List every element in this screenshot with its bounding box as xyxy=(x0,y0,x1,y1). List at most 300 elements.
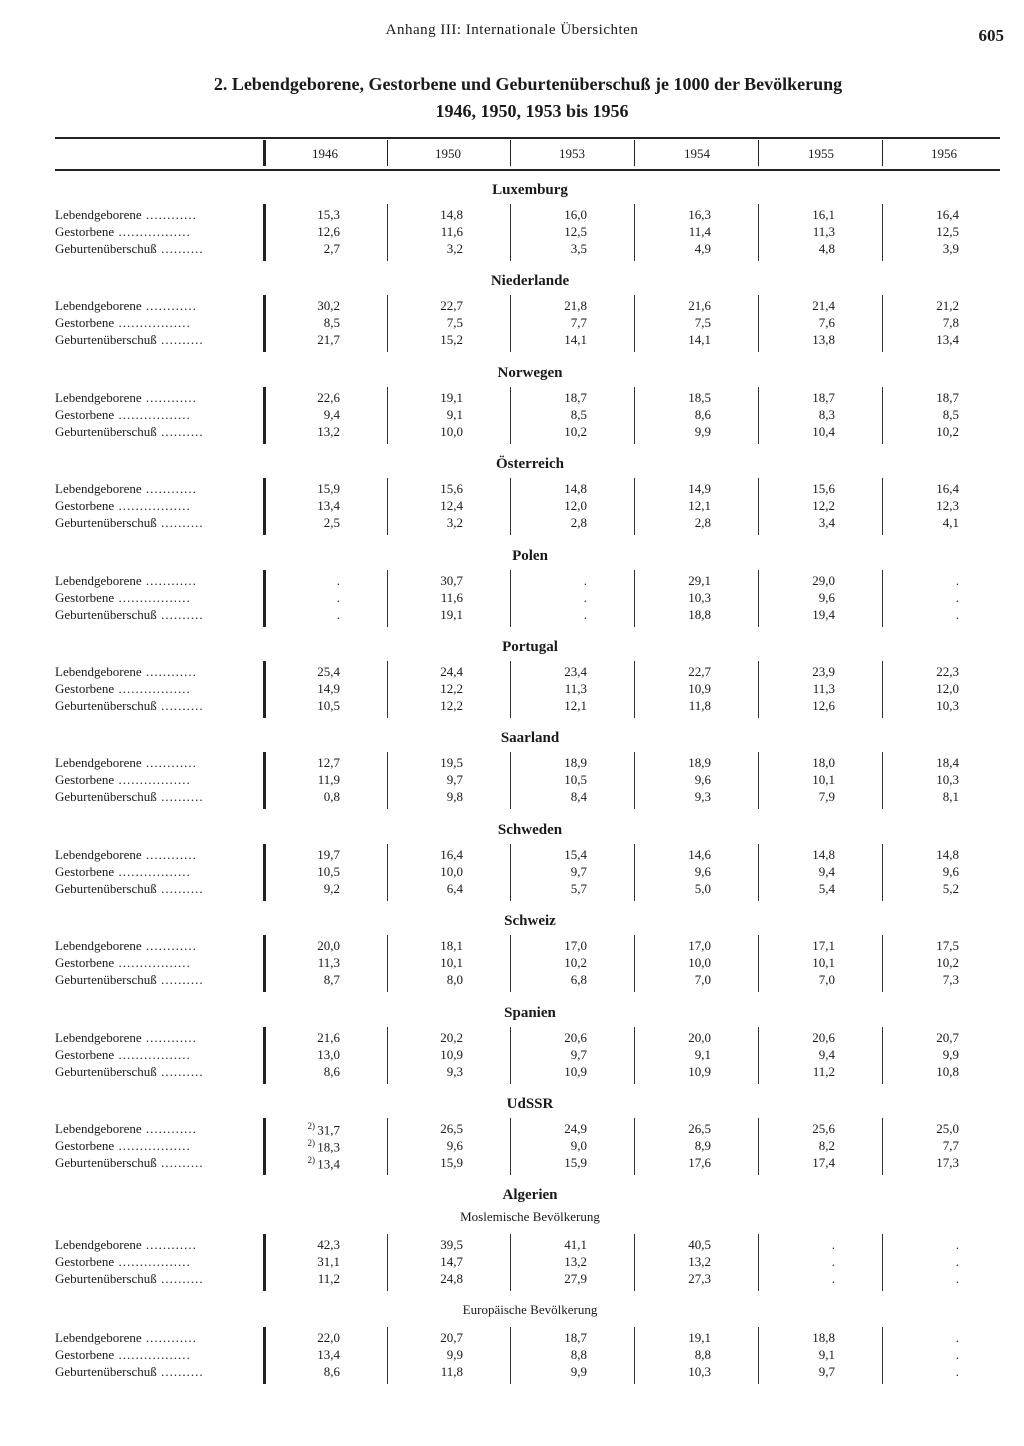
row-label-text: Lebendgeborene xyxy=(55,573,142,588)
table-cell: 15,6 xyxy=(812,481,835,496)
country-heading: Portugal xyxy=(502,639,558,655)
table-cell: 12,1 xyxy=(564,698,587,713)
leader-dots: .......... xyxy=(156,1271,204,1286)
column-separator xyxy=(882,935,883,992)
table-cell: 7,7 xyxy=(942,1138,959,1153)
table-cell: 10,2 xyxy=(564,424,587,439)
table-cell: . xyxy=(583,590,587,605)
table-cell: . xyxy=(955,573,959,588)
row-label xyxy=(55,1364,255,1380)
table-title: 2. Lebendgeborene, Gestorbene und Geburtenüberschuß je 1000 der Bevölkerung xyxy=(213,74,843,94)
table-row xyxy=(0,1237,1024,1254)
table-cell: 16,4 xyxy=(936,481,959,496)
table-cell: 5,2 xyxy=(942,881,959,896)
row-label-text: Lebendgeborene xyxy=(55,847,142,862)
table-cell: 10,0 xyxy=(440,864,463,879)
header-separator xyxy=(387,140,388,166)
table-cell: $^{2)}$ 18,3 xyxy=(307,1138,340,1155)
column-separator xyxy=(510,204,511,261)
table-cell: 30,7 xyxy=(440,573,463,588)
table-cell: 12,2 xyxy=(812,498,835,513)
column-separator xyxy=(758,570,759,627)
table-cell: . xyxy=(955,1330,959,1345)
leader-dots: ................. xyxy=(114,1347,191,1362)
running-head: Anhang III: Internationale Übersichten xyxy=(385,22,639,38)
table-cell: . xyxy=(955,1364,959,1379)
column-separator xyxy=(263,752,266,809)
table-cell: 10,5 xyxy=(564,772,587,787)
leader-dots: ............ xyxy=(141,1121,197,1136)
leader-dots: ................. xyxy=(114,864,191,879)
leader-dots: .......... xyxy=(156,698,204,713)
table-cell: 12,5 xyxy=(936,224,959,239)
row-label xyxy=(55,1030,255,1046)
table-cell: 7,3 xyxy=(942,972,959,987)
table-cell: 11,4 xyxy=(688,224,711,239)
table-row xyxy=(0,498,1024,515)
header-separator xyxy=(634,140,635,166)
table-cell: 10,9 xyxy=(440,1047,463,1062)
table-cell: 9,2 xyxy=(323,881,340,896)
column-separator xyxy=(510,1118,511,1175)
leader-dots: .......... xyxy=(156,332,204,347)
column-separator xyxy=(387,844,388,901)
country-heading: Saarland xyxy=(500,730,560,746)
table-cell: 9,7 xyxy=(570,864,587,879)
table-cell: 14,8 xyxy=(564,481,587,496)
table-cell: 9,4 xyxy=(818,864,835,879)
column-separator xyxy=(387,570,388,627)
column-separator xyxy=(387,1027,388,1084)
column-separator xyxy=(510,295,511,352)
table-row xyxy=(0,1155,1024,1172)
row-label-text: Geburtenüberschuß xyxy=(55,698,157,713)
table-top-rule xyxy=(55,137,1000,139)
row-label-text: Lebendgeborene xyxy=(55,938,142,953)
row-label-text: Gestorbene xyxy=(55,407,115,422)
table-cell: 17,3 xyxy=(936,1155,959,1170)
column-separator xyxy=(387,1118,388,1175)
header-separator xyxy=(263,140,266,166)
table-row xyxy=(0,224,1024,241)
table-cell: 14,7 xyxy=(440,1254,463,1269)
table-cell: 27,9 xyxy=(564,1271,587,1286)
table-cell: 10,2 xyxy=(936,955,959,970)
column-header-1946: 1946 xyxy=(312,146,338,161)
table-cell: 8,8 xyxy=(694,1347,711,1362)
table-cell: 10,5 xyxy=(317,698,340,713)
table-cell: 21,6 xyxy=(317,1030,340,1045)
table-cell: 7,0 xyxy=(694,972,711,987)
column-separator xyxy=(634,935,635,992)
row-label xyxy=(55,972,255,988)
country-heading: Spanien xyxy=(504,1005,556,1021)
column-separator xyxy=(634,570,635,627)
table-cell: 13,8 xyxy=(812,332,835,347)
column-separator xyxy=(510,1027,511,1084)
table-cell: 12,7 xyxy=(317,755,340,770)
table-cell: 14,6 xyxy=(688,847,711,862)
table-cell: 16,1 xyxy=(812,207,835,222)
footnote-mark: 2) xyxy=(307,1138,318,1148)
table-row xyxy=(0,207,1024,224)
table-cell: 10,9 xyxy=(564,1064,587,1079)
table-cell: 10,5 xyxy=(317,864,340,879)
column-separator xyxy=(758,661,759,718)
table-header-rule xyxy=(55,169,1000,171)
row-label-text: Lebendgeborene xyxy=(55,207,142,222)
table-cell: 14,8 xyxy=(936,847,959,862)
table-cell: 12,2 xyxy=(440,698,463,713)
table-cell: 13,4 xyxy=(317,498,340,513)
column-separator xyxy=(882,1327,883,1384)
table-cell: 16,4 xyxy=(936,207,959,222)
table-row xyxy=(0,390,1024,407)
column-separator xyxy=(263,935,266,992)
column-separator xyxy=(387,1327,388,1384)
leader-dots: ............ xyxy=(141,664,197,679)
leader-dots: ............ xyxy=(141,1030,197,1045)
column-separator xyxy=(510,1327,511,1384)
row-label xyxy=(55,298,255,314)
table-cell: . xyxy=(955,1254,959,1269)
table-cell: 16,4 xyxy=(440,847,463,862)
table-cell: 18,0 xyxy=(812,755,835,770)
row-label xyxy=(55,864,255,880)
column-separator xyxy=(263,204,266,261)
table-cell: 10,3 xyxy=(936,698,959,713)
table-cell: 41,1 xyxy=(564,1237,587,1252)
header-separator xyxy=(510,140,511,166)
table-cell: 3,9 xyxy=(942,241,959,256)
table-cell: 17,0 xyxy=(688,938,711,953)
table-cell: 27,3 xyxy=(688,1271,711,1286)
column-separator xyxy=(510,570,511,627)
table-subtitle-years: 1946, 1950, 1953 bis 1956 xyxy=(435,101,629,121)
table-cell: 11,8 xyxy=(688,698,711,713)
column-separator xyxy=(387,295,388,352)
page-number: 605 xyxy=(978,26,1004,45)
table-row xyxy=(0,1347,1024,1364)
table-cell: 8,6 xyxy=(323,1064,340,1079)
table-cell: 13,2 xyxy=(688,1254,711,1269)
table-cell: 7,5 xyxy=(446,315,463,330)
table-cell: 18,9 xyxy=(564,755,587,770)
country-heading: Niederlande xyxy=(490,273,570,289)
table-cell: 18,8 xyxy=(812,1330,835,1345)
row-label xyxy=(55,664,255,680)
leader-dots: .......... xyxy=(156,1064,204,1079)
table-cell: 9,3 xyxy=(694,789,711,804)
table-cell: 18,9 xyxy=(688,755,711,770)
row-label-text: Gestorbene xyxy=(55,1047,115,1062)
table-row xyxy=(0,407,1024,424)
table-cell: 10,9 xyxy=(688,1064,711,1079)
column-separator xyxy=(387,935,388,992)
country-heading: Schweden xyxy=(497,822,563,838)
row-label-text: Gestorbene xyxy=(55,681,115,696)
table-cell: 16,3 xyxy=(688,207,711,222)
table-cell: 8,5 xyxy=(323,315,340,330)
table-cell: 9,9 xyxy=(942,1047,959,1062)
population-subtitle: Europäische Bevölkerung xyxy=(462,1302,598,1317)
column-separator xyxy=(882,752,883,809)
column-separator xyxy=(510,844,511,901)
table-cell: 8,9 xyxy=(694,1138,711,1153)
column-separator xyxy=(263,387,266,444)
table-row xyxy=(0,1254,1024,1271)
leader-dots: .......... xyxy=(156,515,204,530)
row-label-text: Gestorbene xyxy=(55,1138,115,1153)
table-cell: 9,9 xyxy=(694,424,711,439)
column-separator xyxy=(634,204,635,261)
table-cell: 9,6 xyxy=(446,1138,463,1153)
table-cell: 14,9 xyxy=(317,681,340,696)
table-cell: 18,7 xyxy=(936,390,959,405)
column-separator xyxy=(758,387,759,444)
table-cell: 21,6 xyxy=(688,298,711,313)
row-label-text: Lebendgeborene xyxy=(55,390,142,405)
row-label-text: Geburtenüberschuß xyxy=(55,241,157,256)
table-cell: 0,8 xyxy=(323,789,340,804)
table-row xyxy=(0,332,1024,349)
table-cell: 3,5 xyxy=(570,241,587,256)
table-cell: 10,1 xyxy=(812,772,835,787)
leader-dots: ............ xyxy=(141,847,197,862)
table-cell: 7,9 xyxy=(818,789,835,804)
table-row xyxy=(0,938,1024,955)
table-cell: 19,1 xyxy=(440,390,463,405)
table-cell: 10,9 xyxy=(688,681,711,696)
table-cell: 10,1 xyxy=(440,955,463,970)
row-label xyxy=(55,1064,255,1080)
table-cell: 17,1 xyxy=(812,938,835,953)
table-cell: 12,6 xyxy=(812,698,835,713)
table-row xyxy=(0,1064,1024,1081)
table-cell: 14,1 xyxy=(688,332,711,347)
table-cell: . xyxy=(336,607,340,622)
table-cell: 9,6 xyxy=(818,590,835,605)
column-separator xyxy=(387,204,388,261)
table-cell: 2,8 xyxy=(694,515,711,530)
column-separator xyxy=(882,661,883,718)
table-cell: 12,0 xyxy=(936,681,959,696)
row-label xyxy=(55,772,255,788)
table-cell: 20,7 xyxy=(440,1330,463,1345)
leader-dots: ................. xyxy=(114,407,191,422)
table-cell: 11,6 xyxy=(440,224,463,239)
table-cell: 39,5 xyxy=(440,1237,463,1252)
country-heading: UdSSR xyxy=(506,1096,554,1112)
row-label xyxy=(55,1271,255,1287)
table-cell: 5,7 xyxy=(570,881,587,896)
table-cell: 15,9 xyxy=(317,481,340,496)
row-label-text: Gestorbene xyxy=(55,224,115,239)
table-cell: . xyxy=(955,590,959,605)
table-cell: 19,1 xyxy=(688,1330,711,1345)
table-cell: 8,5 xyxy=(570,407,587,422)
table-cell: 10,3 xyxy=(936,772,959,787)
country-heading: Norwegen xyxy=(497,365,563,381)
column-separator xyxy=(387,752,388,809)
footnote-mark: 2) xyxy=(307,1121,318,1131)
table-cell: 9,9 xyxy=(446,1347,463,1362)
column-separator xyxy=(882,570,883,627)
table-cell: 7,6 xyxy=(818,315,835,330)
row-label-text: Gestorbene xyxy=(55,498,115,513)
table-cell: 10,8 xyxy=(936,1064,959,1079)
table-cell: 24,4 xyxy=(440,664,463,679)
table-cell: 8,4 xyxy=(570,789,587,804)
row-label xyxy=(55,789,255,805)
leader-dots: .......... xyxy=(156,424,204,439)
column-separator xyxy=(882,295,883,352)
table-cell: 15,9 xyxy=(440,1155,463,1170)
table-cell: 8,3 xyxy=(818,407,835,422)
table-cell: 19,7 xyxy=(317,847,340,862)
table-cell: 6,8 xyxy=(570,972,587,987)
column-separator xyxy=(882,478,883,535)
column-separator xyxy=(634,1327,635,1384)
table-row xyxy=(0,955,1024,972)
table-cell: 17,4 xyxy=(812,1155,835,1170)
column-separator xyxy=(634,478,635,535)
row-label xyxy=(55,881,255,897)
table-cell: 20,0 xyxy=(688,1030,711,1045)
row-label-text: Lebendgeborene xyxy=(55,664,142,679)
table-cell: 4,8 xyxy=(818,241,835,256)
row-label xyxy=(55,681,255,697)
row-label xyxy=(55,1254,255,1270)
table-cell: 13,0 xyxy=(317,1047,340,1062)
row-label xyxy=(55,407,255,423)
table-cell: 26,5 xyxy=(440,1121,463,1136)
table-cell: 9,4 xyxy=(818,1047,835,1062)
column-separator xyxy=(387,478,388,535)
row-label-text: Gestorbene xyxy=(55,1254,115,1269)
table-row xyxy=(0,864,1024,881)
column-separator xyxy=(387,1234,388,1291)
table-cell: . xyxy=(955,607,959,622)
leader-dots: ................. xyxy=(114,1254,191,1269)
row-label xyxy=(55,938,255,954)
column-separator xyxy=(387,387,388,444)
leader-dots: ............ xyxy=(141,1330,197,1345)
row-label-text: Geburtenüberschuß xyxy=(55,1364,157,1379)
table-cell: 17,6 xyxy=(688,1155,711,1170)
leader-dots: .......... xyxy=(156,1364,204,1379)
column-separator xyxy=(758,1027,759,1084)
table-cell: 21,7 xyxy=(317,332,340,347)
table-row xyxy=(0,1047,1024,1064)
table-cell: 2,8 xyxy=(570,515,587,530)
table-cell: 20,6 xyxy=(812,1030,835,1045)
column-separator xyxy=(263,1027,266,1084)
table-cell: 9,7 xyxy=(446,772,463,787)
table-cell: 8,6 xyxy=(323,1364,340,1379)
column-separator xyxy=(758,1234,759,1291)
table-cell: 13,4 xyxy=(936,332,959,347)
table-cell: 13,4 xyxy=(317,1347,340,1362)
table-cell: 11,3 xyxy=(812,224,835,239)
table-cell: 7,8 xyxy=(942,315,959,330)
table-cell: 9,6 xyxy=(942,864,959,879)
table-cell: 29,1 xyxy=(688,573,711,588)
row-label-text: Gestorbene xyxy=(55,590,115,605)
table-cell: 5,0 xyxy=(694,881,711,896)
table-row xyxy=(0,789,1024,806)
column-separator xyxy=(882,387,883,444)
column-separator xyxy=(758,204,759,261)
table-cell: . xyxy=(583,607,587,622)
table-cell: 9,6 xyxy=(694,864,711,879)
table-cell: 24,8 xyxy=(440,1271,463,1286)
table-row xyxy=(0,881,1024,898)
column-separator xyxy=(263,1118,266,1175)
footnote-mark: 2) xyxy=(307,1155,318,1165)
table-row xyxy=(0,772,1024,789)
column-separator xyxy=(510,661,511,718)
row-label-text: Geburtenüberschuß xyxy=(55,972,157,987)
leader-dots: ................. xyxy=(114,315,191,330)
table-cell: 8,1 xyxy=(942,789,959,804)
leader-dots: ................. xyxy=(114,1138,191,1153)
table-cell: 8,0 xyxy=(446,972,463,987)
row-label-text: Geburtenüberschuß xyxy=(55,424,157,439)
table-cell: 22,3 xyxy=(936,664,959,679)
row-label xyxy=(55,498,255,514)
table-cell: 18,8 xyxy=(688,607,711,622)
table-row xyxy=(0,1121,1024,1138)
table-cell: 7,5 xyxy=(694,315,711,330)
row-label-text: Lebendgeborene xyxy=(55,298,142,313)
table-row xyxy=(0,1271,1024,1288)
table-cell: 8,8 xyxy=(570,1347,587,1362)
row-label xyxy=(55,698,255,714)
table-cell: 9,7 xyxy=(570,1047,587,1062)
table-cell: 11,9 xyxy=(317,772,340,787)
table-cell: 9,1 xyxy=(446,407,463,422)
leader-dots: ............ xyxy=(141,481,197,496)
table-cell: 12,1 xyxy=(688,498,711,513)
country-heading: Polen xyxy=(512,548,548,564)
table-cell: 20,0 xyxy=(317,938,340,953)
table-cell: 11,6 xyxy=(440,590,463,605)
table-row xyxy=(0,573,1024,590)
leader-dots: .......... xyxy=(156,1155,204,1170)
table-row xyxy=(0,681,1024,698)
table-row xyxy=(0,590,1024,607)
table-cell: 3,2 xyxy=(446,515,463,530)
table-cell: 14,8 xyxy=(440,207,463,222)
column-separator xyxy=(263,295,266,352)
table-cell: 12,6 xyxy=(317,224,340,239)
table-cell: 12,0 xyxy=(564,498,587,513)
row-label-text: Gestorbene xyxy=(55,1347,115,1362)
table-cell: 8,6 xyxy=(694,407,711,422)
table-cell: 12,4 xyxy=(440,498,463,513)
column-separator xyxy=(263,1234,266,1291)
table-cell: 9,4 xyxy=(323,407,340,422)
table-cell: 4,9 xyxy=(694,241,711,256)
table-cell: 21,8 xyxy=(564,298,587,313)
table-cell: 9,0 xyxy=(570,1138,587,1153)
leader-dots: ................. xyxy=(114,772,191,787)
row-label xyxy=(55,224,255,240)
table-cell: 11,2 xyxy=(812,1064,835,1079)
country-heading: Schweiz xyxy=(504,913,556,929)
table-cell: $^{2)}$ 31,7 xyxy=(307,1121,340,1138)
